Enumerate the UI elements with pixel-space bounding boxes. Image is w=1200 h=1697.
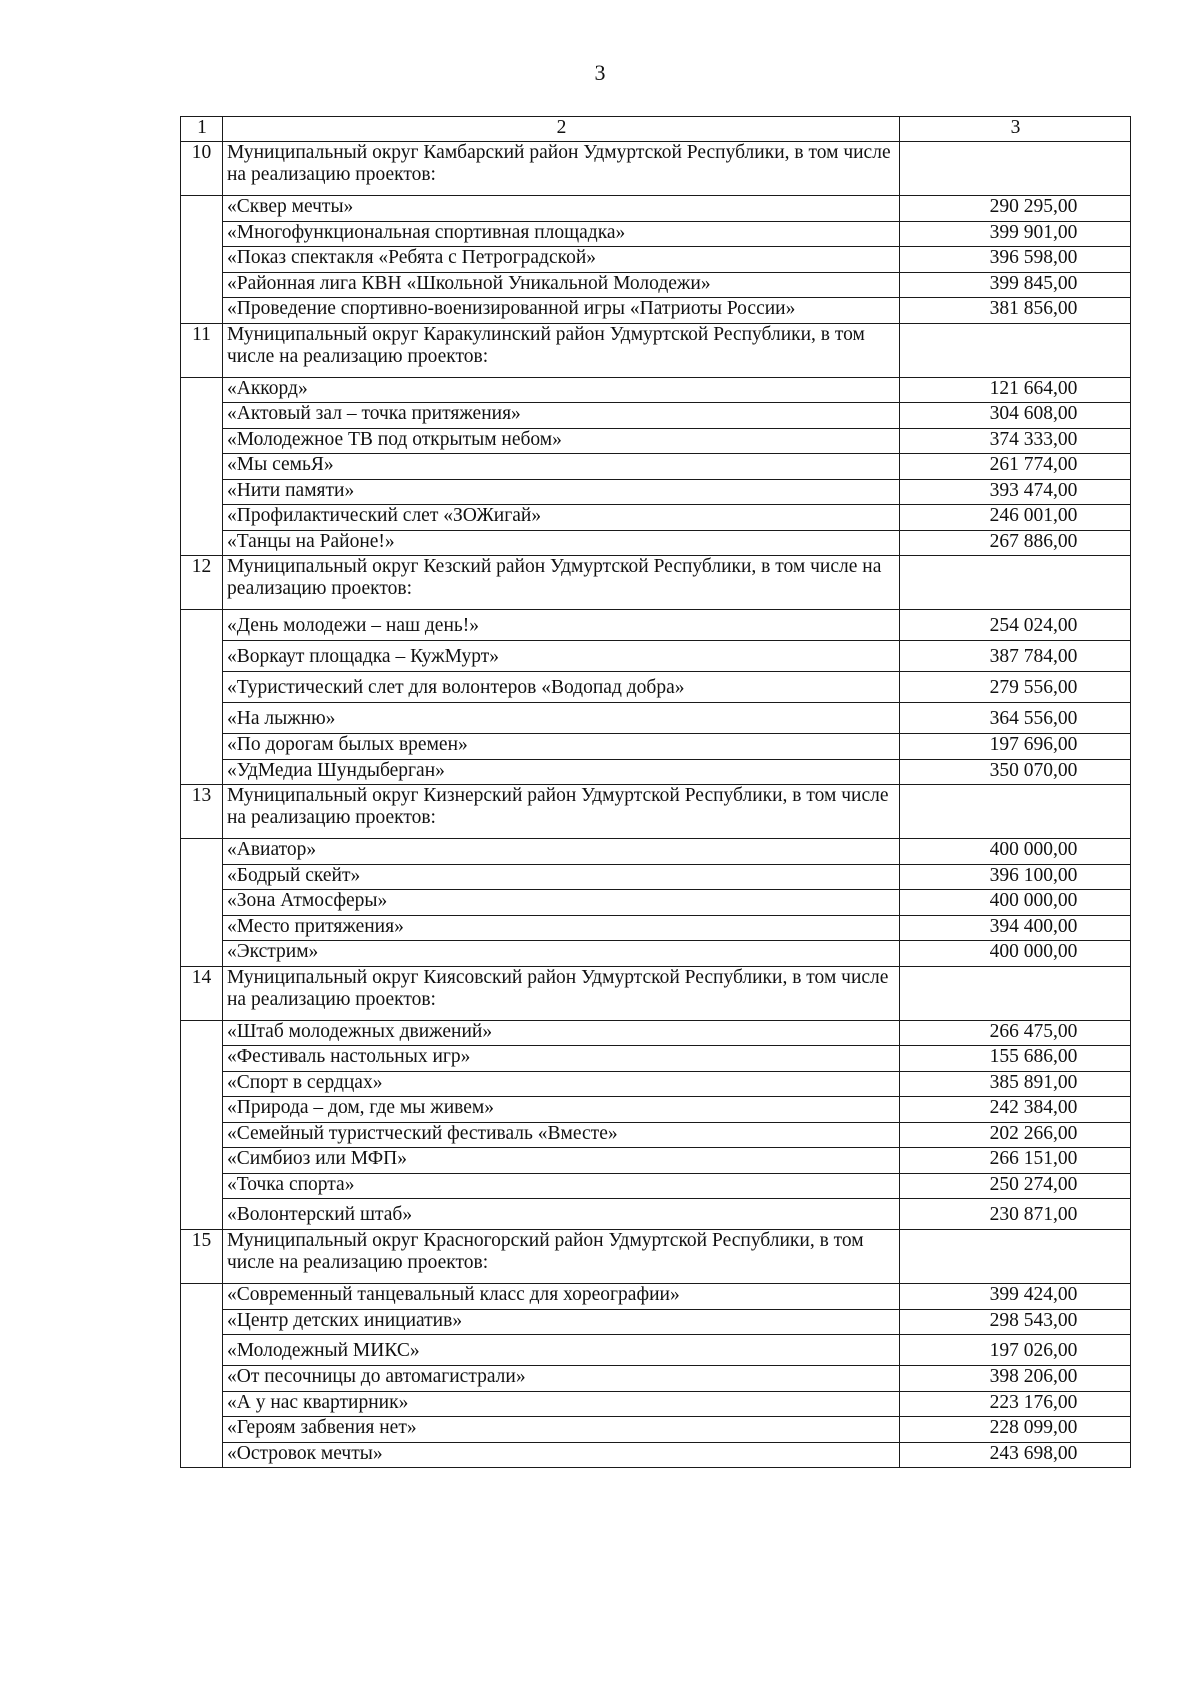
project-row [181,839,1131,865]
group-row [181,785,1131,839]
empty-number-cell [181,941,223,967]
project-name: «Штаб молодежных движений» [223,1020,900,1046]
empty-number-cell [181,1173,223,1199]
project-row [181,221,1131,247]
project-row [181,1173,1131,1199]
group-row [181,556,1131,610]
project-name: «Бодрый скейт» [223,864,900,890]
empty-number-cell [181,221,223,247]
empty-number-cell [181,1046,223,1072]
group-title: Муниципальный округ Красногорский район Удмуртской Республики, в том числе на реализацию проектов: [223,1230,900,1284]
empty-number-cell [181,272,223,298]
table-body [181,117,1131,1468]
project-name: «Героям забвения нет» [223,1417,900,1443]
project-row [181,672,1131,703]
project-amount: 267 886,00 [900,530,1131,556]
project-row [181,864,1131,890]
project-row [181,1366,1131,1392]
project-row [181,890,1131,916]
project-row [181,377,1131,403]
project-row [181,1199,1131,1230]
project-amount: 385 891,00 [900,1071,1131,1097]
project-name: «Районная лига КВН «Школьной Уникальной Молодежи» [223,272,900,298]
group-number: 15 [181,1230,223,1284]
empty-number-cell [181,864,223,890]
empty-number-cell [181,1020,223,1046]
project-row [181,941,1131,967]
header-col-3: 3 [900,117,1131,142]
empty-number-cell [181,1442,223,1468]
group-amount [900,785,1131,839]
group-title: Муниципальный округ Кизнерский район Удмуртской Республики, в том числе на реализацию проектов: [223,785,900,839]
project-amount: 387 784,00 [900,641,1131,672]
project-name: «Многофункциональная спортивная площадка» [223,221,900,247]
group-title: Муниципальный округ Каракулинский район Удмуртской Республики, в том числе на реализацию проектов: [223,323,900,377]
project-name: «Актовый зал – точка притяжения» [223,403,900,429]
project-row [181,1335,1131,1366]
empty-number-cell [181,377,223,403]
project-amount: 350 070,00 [900,759,1131,785]
group-number: 13 [181,785,223,839]
project-amount: 364 556,00 [900,703,1131,734]
group-number: 14 [181,966,223,1020]
project-row [181,610,1131,641]
project-amount: 399 424,00 [900,1284,1131,1310]
project-amount: 374 333,00 [900,428,1131,454]
empty-number-cell [181,479,223,505]
project-row [181,247,1131,273]
group-row [181,1230,1131,1284]
group-amount [900,142,1131,196]
header-col-2: 2 [223,117,900,142]
project-row [181,641,1131,672]
project-name: «Экстрим» [223,941,900,967]
group-title: Муниципальный округ Камбарский район Удмуртской Республики, в том числе на реализацию проектов: [223,142,900,196]
project-row [181,1020,1131,1046]
project-name: «А у нас квартирник» [223,1391,900,1417]
empty-number-cell [181,298,223,324]
project-name: «Туристический слет для волонтеров «Водопад добра» [223,672,900,703]
empty-number-cell [181,890,223,916]
empty-number-cell [181,247,223,273]
group-title: Муниципальный округ Киясовский район Удмуртской Республики, в том числе на реализацию проектов: [223,966,900,1020]
project-amount: 400 000,00 [900,941,1131,967]
project-amount: 396 100,00 [900,864,1131,890]
group-row [181,323,1131,377]
project-amount: 197 026,00 [900,1335,1131,1366]
empty-number-cell [181,403,223,429]
project-name: «От песочницы до автомагистрали» [223,1366,900,1392]
project-amount: 279 556,00 [900,672,1131,703]
project-amount: 246 001,00 [900,505,1131,531]
project-name: «Молодежный МИКС» [223,1335,900,1366]
project-row [181,1391,1131,1417]
project-amount: 121 664,00 [900,377,1131,403]
project-row [181,505,1131,531]
project-row [181,1284,1131,1310]
funding-table [180,116,1131,1468]
empty-number-cell [181,915,223,941]
project-row [181,479,1131,505]
project-amount: 202 266,00 [900,1122,1131,1148]
project-row [181,1309,1131,1335]
group-number: 11 [181,323,223,377]
empty-number-cell [181,454,223,480]
project-amount: 223 176,00 [900,1391,1131,1417]
empty-number-cell [181,734,223,760]
project-row [181,454,1131,480]
project-row [181,703,1131,734]
empty-number-cell [181,1366,223,1392]
group-number: 10 [181,142,223,196]
project-row [181,1417,1131,1443]
group-row [181,966,1131,1020]
project-name: «Мы семьЯ» [223,454,900,480]
empty-number-cell [181,610,223,641]
project-amount: 228 099,00 [900,1417,1131,1443]
project-row [181,530,1131,556]
empty-number-cell [181,1097,223,1123]
project-row [181,759,1131,785]
project-row [181,1046,1131,1072]
project-row [181,1148,1131,1174]
project-amount: 298 543,00 [900,1309,1131,1335]
project-name: «Фестиваль настольных игр» [223,1046,900,1072]
project-amount: 266 151,00 [900,1148,1131,1174]
project-name: «Молодежное ТВ под открытым небом» [223,428,900,454]
project-amount: 230 871,00 [900,1199,1131,1230]
empty-number-cell [181,505,223,531]
project-amount: 243 698,00 [900,1442,1131,1468]
project-name: «На лыжню» [223,703,900,734]
project-name: «По дорогам былых времен» [223,734,900,760]
project-amount: 304 608,00 [900,403,1131,429]
project-name: «Место притяжения» [223,915,900,941]
project-amount: 400 000,00 [900,839,1131,865]
project-name: «Авиатор» [223,839,900,865]
project-name: «Семейный туристческий фестиваль «Вместе» [223,1122,900,1148]
project-row [181,1071,1131,1097]
empty-number-cell [181,1148,223,1174]
project-amount: 399 845,00 [900,272,1131,298]
project-name: «Нити памяти» [223,479,900,505]
empty-number-cell [181,530,223,556]
empty-number-cell [181,672,223,703]
project-name: «УдМедиа Шундыберган» [223,759,900,785]
project-name: «Спорт в сердцах» [223,1071,900,1097]
empty-number-cell [181,1335,223,1366]
project-row [181,1097,1131,1123]
empty-number-cell [181,1309,223,1335]
project-name: «Танцы на Районе!» [223,530,900,556]
project-amount: 400 000,00 [900,890,1131,916]
project-amount: 197 696,00 [900,734,1131,760]
project-row [181,428,1131,454]
empty-number-cell [181,1071,223,1097]
group-title: Муниципальный округ Кезский район Удмуртской Республики, в том числе на реализацию проектов: [223,556,900,610]
header-row [181,117,1131,142]
project-name: «Точка спорта» [223,1173,900,1199]
project-amount: 155 686,00 [900,1046,1131,1072]
project-amount: 261 774,00 [900,454,1131,480]
header-col-1: 1 [181,117,223,142]
project-amount: 393 474,00 [900,479,1131,505]
empty-number-cell [181,1391,223,1417]
project-row [181,196,1131,222]
project-name: «Профилактический слет «ЗОЖигай» [223,505,900,531]
empty-number-cell [181,703,223,734]
project-name: «Воркаут площадка – КужМурт» [223,641,900,672]
empty-number-cell [181,641,223,672]
empty-number-cell [181,759,223,785]
group-amount [900,323,1131,377]
project-amount: 254 024,00 [900,610,1131,641]
group-amount [900,1230,1131,1284]
project-name: «Аккорд» [223,377,900,403]
project-row [181,1122,1131,1148]
project-row [181,1442,1131,1468]
project-amount: 242 384,00 [900,1097,1131,1123]
project-name: «Современный танцевальный класс для хореографии» [223,1284,900,1310]
page-number: 3 [594,60,606,85]
project-amount: 396 598,00 [900,247,1131,273]
project-name: «Островок мечты» [223,1442,900,1468]
project-name: «Центр детских инициатив» [223,1309,900,1335]
project-row [181,915,1131,941]
empty-number-cell [181,196,223,222]
empty-number-cell [181,1199,223,1230]
empty-number-cell [181,1122,223,1148]
project-name: «Симбиоз или МФП» [223,1148,900,1174]
project-amount: 399 901,00 [900,221,1131,247]
project-row [181,298,1131,324]
project-amount: 266 475,00 [900,1020,1131,1046]
project-name: «Сквер мечты» [223,196,900,222]
project-name: «День молодежи – наш день!» [223,610,900,641]
group-amount [900,966,1131,1020]
project-amount: 381 856,00 [900,298,1131,324]
project-amount: 290 295,00 [900,196,1131,222]
project-amount: 250 274,00 [900,1173,1131,1199]
project-name: «Волонтерский штаб» [223,1199,900,1230]
project-name: «Проведение спортивно-военизированной игры «Патриоты России» [223,298,900,324]
empty-number-cell [181,428,223,454]
group-number: 12 [181,556,223,610]
project-amount: 394 400,00 [900,915,1131,941]
project-row [181,272,1131,298]
project-row [181,403,1131,429]
group-row [181,142,1131,196]
empty-number-cell [181,1284,223,1310]
group-amount [900,556,1131,610]
project-name: «Зона Атмосферы» [223,890,900,916]
empty-number-cell [181,1417,223,1443]
project-amount: 398 206,00 [900,1366,1131,1392]
project-row [181,734,1131,760]
project-name: «Природа – дом, где мы живем» [223,1097,900,1123]
project-name: «Показ спектакля «Ребята с Петроградской» [223,247,900,273]
empty-number-cell [181,839,223,865]
